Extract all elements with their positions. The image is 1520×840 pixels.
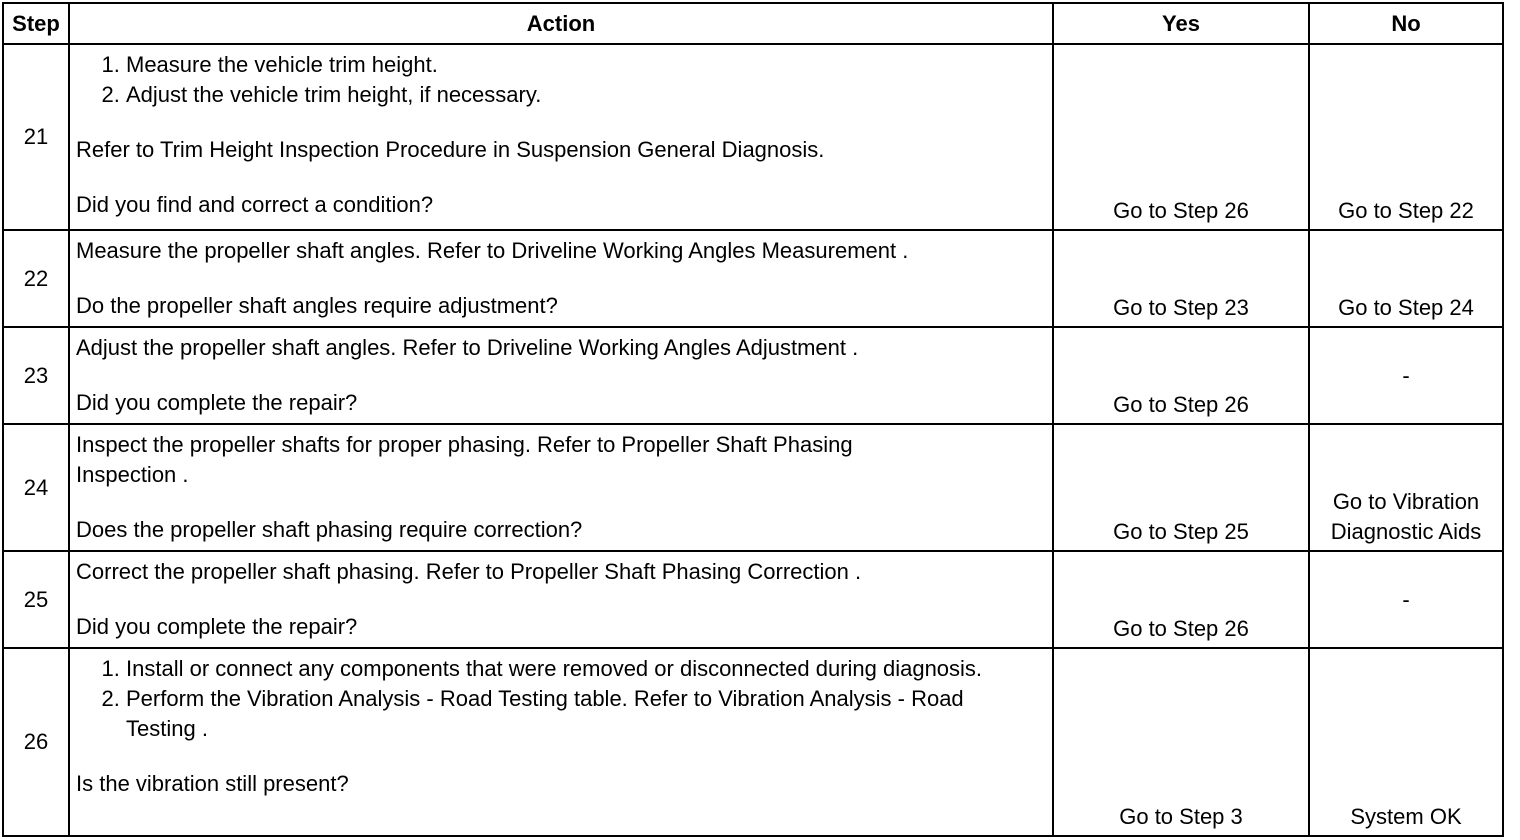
no-cell: Go to Step 24	[1309, 230, 1503, 327]
list-item: 1. Measure the vehicle trim height.	[126, 50, 1044, 80]
action-cell	[69, 648, 1053, 836]
table-row	[3, 648, 1503, 836]
list-item: 2. Adjust the vehicle trim height, if necessary.	[126, 80, 1044, 110]
table-row	[3, 44, 1503, 230]
no-cell: -	[1309, 327, 1503, 424]
action-list	[76, 654, 1044, 744]
action-question: Did you find and correct a condition?	[76, 192, 434, 217]
yes-cell: Go to Step 23	[1053, 230, 1309, 327]
table-row	[3, 327, 1503, 424]
action-cell	[69, 551, 1053, 648]
table-row	[3, 230, 1503, 327]
action-question: Is the vibration still present?	[76, 771, 349, 796]
action-question: Does the propeller shaft phasing require correction?	[76, 517, 583, 542]
action-question: Did you complete the repair?	[76, 390, 358, 415]
action-reference: Correct the propeller shaft phasing. Refer to Propeller Shaft Phasing Correction .	[76, 559, 862, 584]
table-row	[3, 551, 1503, 648]
list-item: 1. Install or connect any components that were removed or disconnected during diagnosis.	[126, 654, 1024, 684]
step-number: 21	[3, 44, 69, 230]
action-cell	[69, 230, 1053, 327]
action-cell	[69, 327, 1053, 424]
no-cell: System OK	[1309, 648, 1503, 836]
action-reference: Adjust the propeller shaft angles. Refer to Driveline Working Angles Adjustment .	[76, 335, 859, 360]
action-reference: Measure the propeller shaft angles. Refer to Driveline Working Angles Measurement .	[76, 238, 909, 263]
header-row	[3, 3, 1503, 44]
action-question: Did you complete the repair?	[76, 614, 358, 639]
table-row	[3, 424, 1503, 551]
no-cell: Go to Step 22	[1309, 44, 1503, 230]
header-no: No	[1309, 3, 1503, 44]
yes-cell: Go to Step 3	[1053, 648, 1309, 836]
header-yes: Yes	[1053, 3, 1309, 44]
header-step: Step	[3, 3, 69, 44]
action-list	[76, 50, 1044, 110]
action-question: Do the propeller shaft angles require adjustment?	[76, 293, 558, 318]
step-number: 24	[3, 424, 69, 551]
header-action: Action	[69, 3, 1053, 44]
action-reference: Refer to Trim Height Inspection Procedure in Suspension General Diagnosis.	[76, 137, 825, 162]
action-reference: Inspect the propeller shafts for proper phasing. Refer to Propeller Shaft Phasing Inspection .	[76, 432, 853, 487]
action-cell	[69, 44, 1053, 230]
step-number: 22	[3, 230, 69, 327]
action-cell	[69, 424, 1053, 551]
list-item: 2. Perform the Vibration Analysis - Road Testing table. Refer to Vibration Analysis - Road Testing .	[126, 684, 1024, 744]
no-cell: -	[1309, 551, 1503, 648]
step-number: 25	[3, 551, 69, 648]
no-cell: Go to Vibration Diagnostic Aids	[1309, 424, 1503, 551]
diagnostic-table	[2, 2, 1504, 837]
yes-cell: Go to Step 25	[1053, 424, 1309, 551]
yes-cell: Go to Step 26	[1053, 551, 1309, 648]
yes-cell: Go to Step 26	[1053, 327, 1309, 424]
step-number: 26	[3, 648, 69, 836]
yes-cell: Go to Step 26	[1053, 44, 1309, 230]
step-number: 23	[3, 327, 69, 424]
